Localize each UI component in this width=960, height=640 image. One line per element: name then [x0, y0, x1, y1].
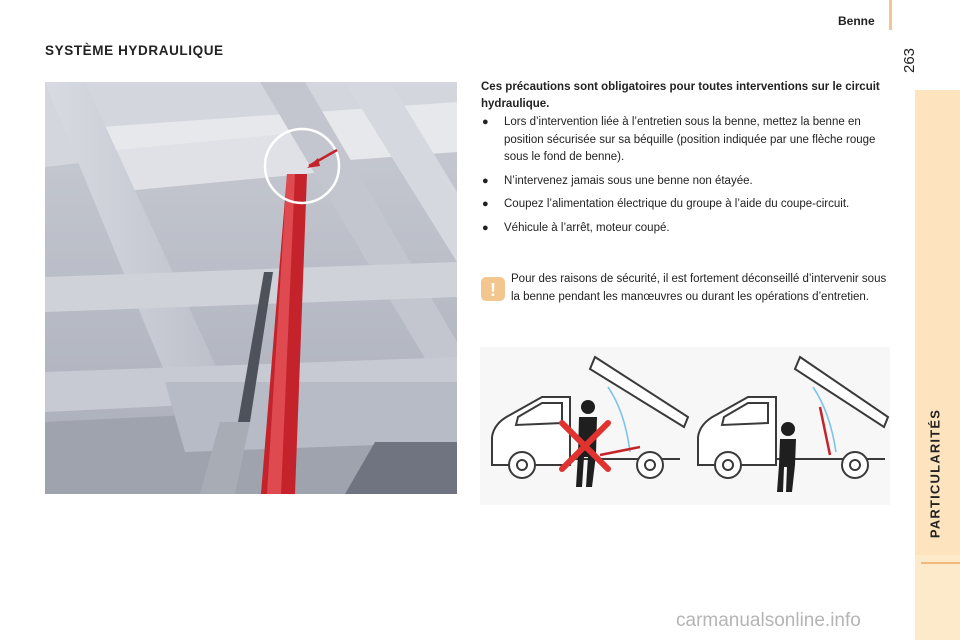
page-title: SYSTÈME HYDRAULIQUE	[45, 43, 224, 58]
list-item-text: Véhicule à l’arrêt, moteur coupé.	[504, 221, 670, 234]
warning-glyph: !	[490, 280, 496, 300]
bullet-icon: ●	[482, 221, 489, 234]
list-item	[481, 220, 896, 238]
person-icon	[777, 422, 796, 492]
chapter-tab-rule	[921, 562, 960, 564]
header-divider	[889, 0, 892, 30]
chapter-tab-footer	[915, 555, 960, 640]
bullet-icon: ●	[482, 198, 489, 210]
photo-illustration	[45, 82, 457, 494]
bullet-icon: ●	[482, 174, 489, 187]
warning-text: Pour des raisons de sécurité, il est fortement déconseillé d’intervenir sous la benne pendant les manœuvres ou durant les opérations d’entretien.	[511, 273, 887, 303]
warning-icon-graphic	[480, 276, 506, 302]
list-item	[481, 196, 896, 214]
page-number	[903, 48, 929, 78]
list-item	[481, 114, 896, 167]
truck-diagrams	[480, 347, 890, 505]
list-item-text: Coupez l’alimentation électrique du groupe à l’aide du coupe-circuit.	[504, 198, 850, 210]
page-number-text: 263	[901, 47, 919, 74]
bullet-icon: ●	[482, 116, 489, 128]
tipper-underside-photo	[45, 82, 457, 494]
intro-text: Ces précautions sont obligatoires pour toutes interventions sur le circuit hydraulique.	[481, 81, 880, 110]
chapter-label-text: PARTICULARITÉS	[927, 408, 943, 539]
list-item-text: Lors d’intervention liée à l’entretien sous la benne, mettez la benne en position sécurisée sur sa béquille (position indiquée par une flèche rouge sous le fond de benne).	[504, 116, 876, 163]
list-item-text: N’intervenez jamais sous une benne non étayée.	[504, 174, 753, 187]
precautions-list	[481, 114, 896, 243]
safety-illustration	[480, 347, 890, 505]
section-header: Benne	[838, 14, 875, 28]
watermark: carmanualsonline.info	[676, 610, 861, 631]
chapter-label	[912, 390, 952, 560]
warning-icon	[480, 276, 506, 302]
list-item	[481, 173, 896, 191]
